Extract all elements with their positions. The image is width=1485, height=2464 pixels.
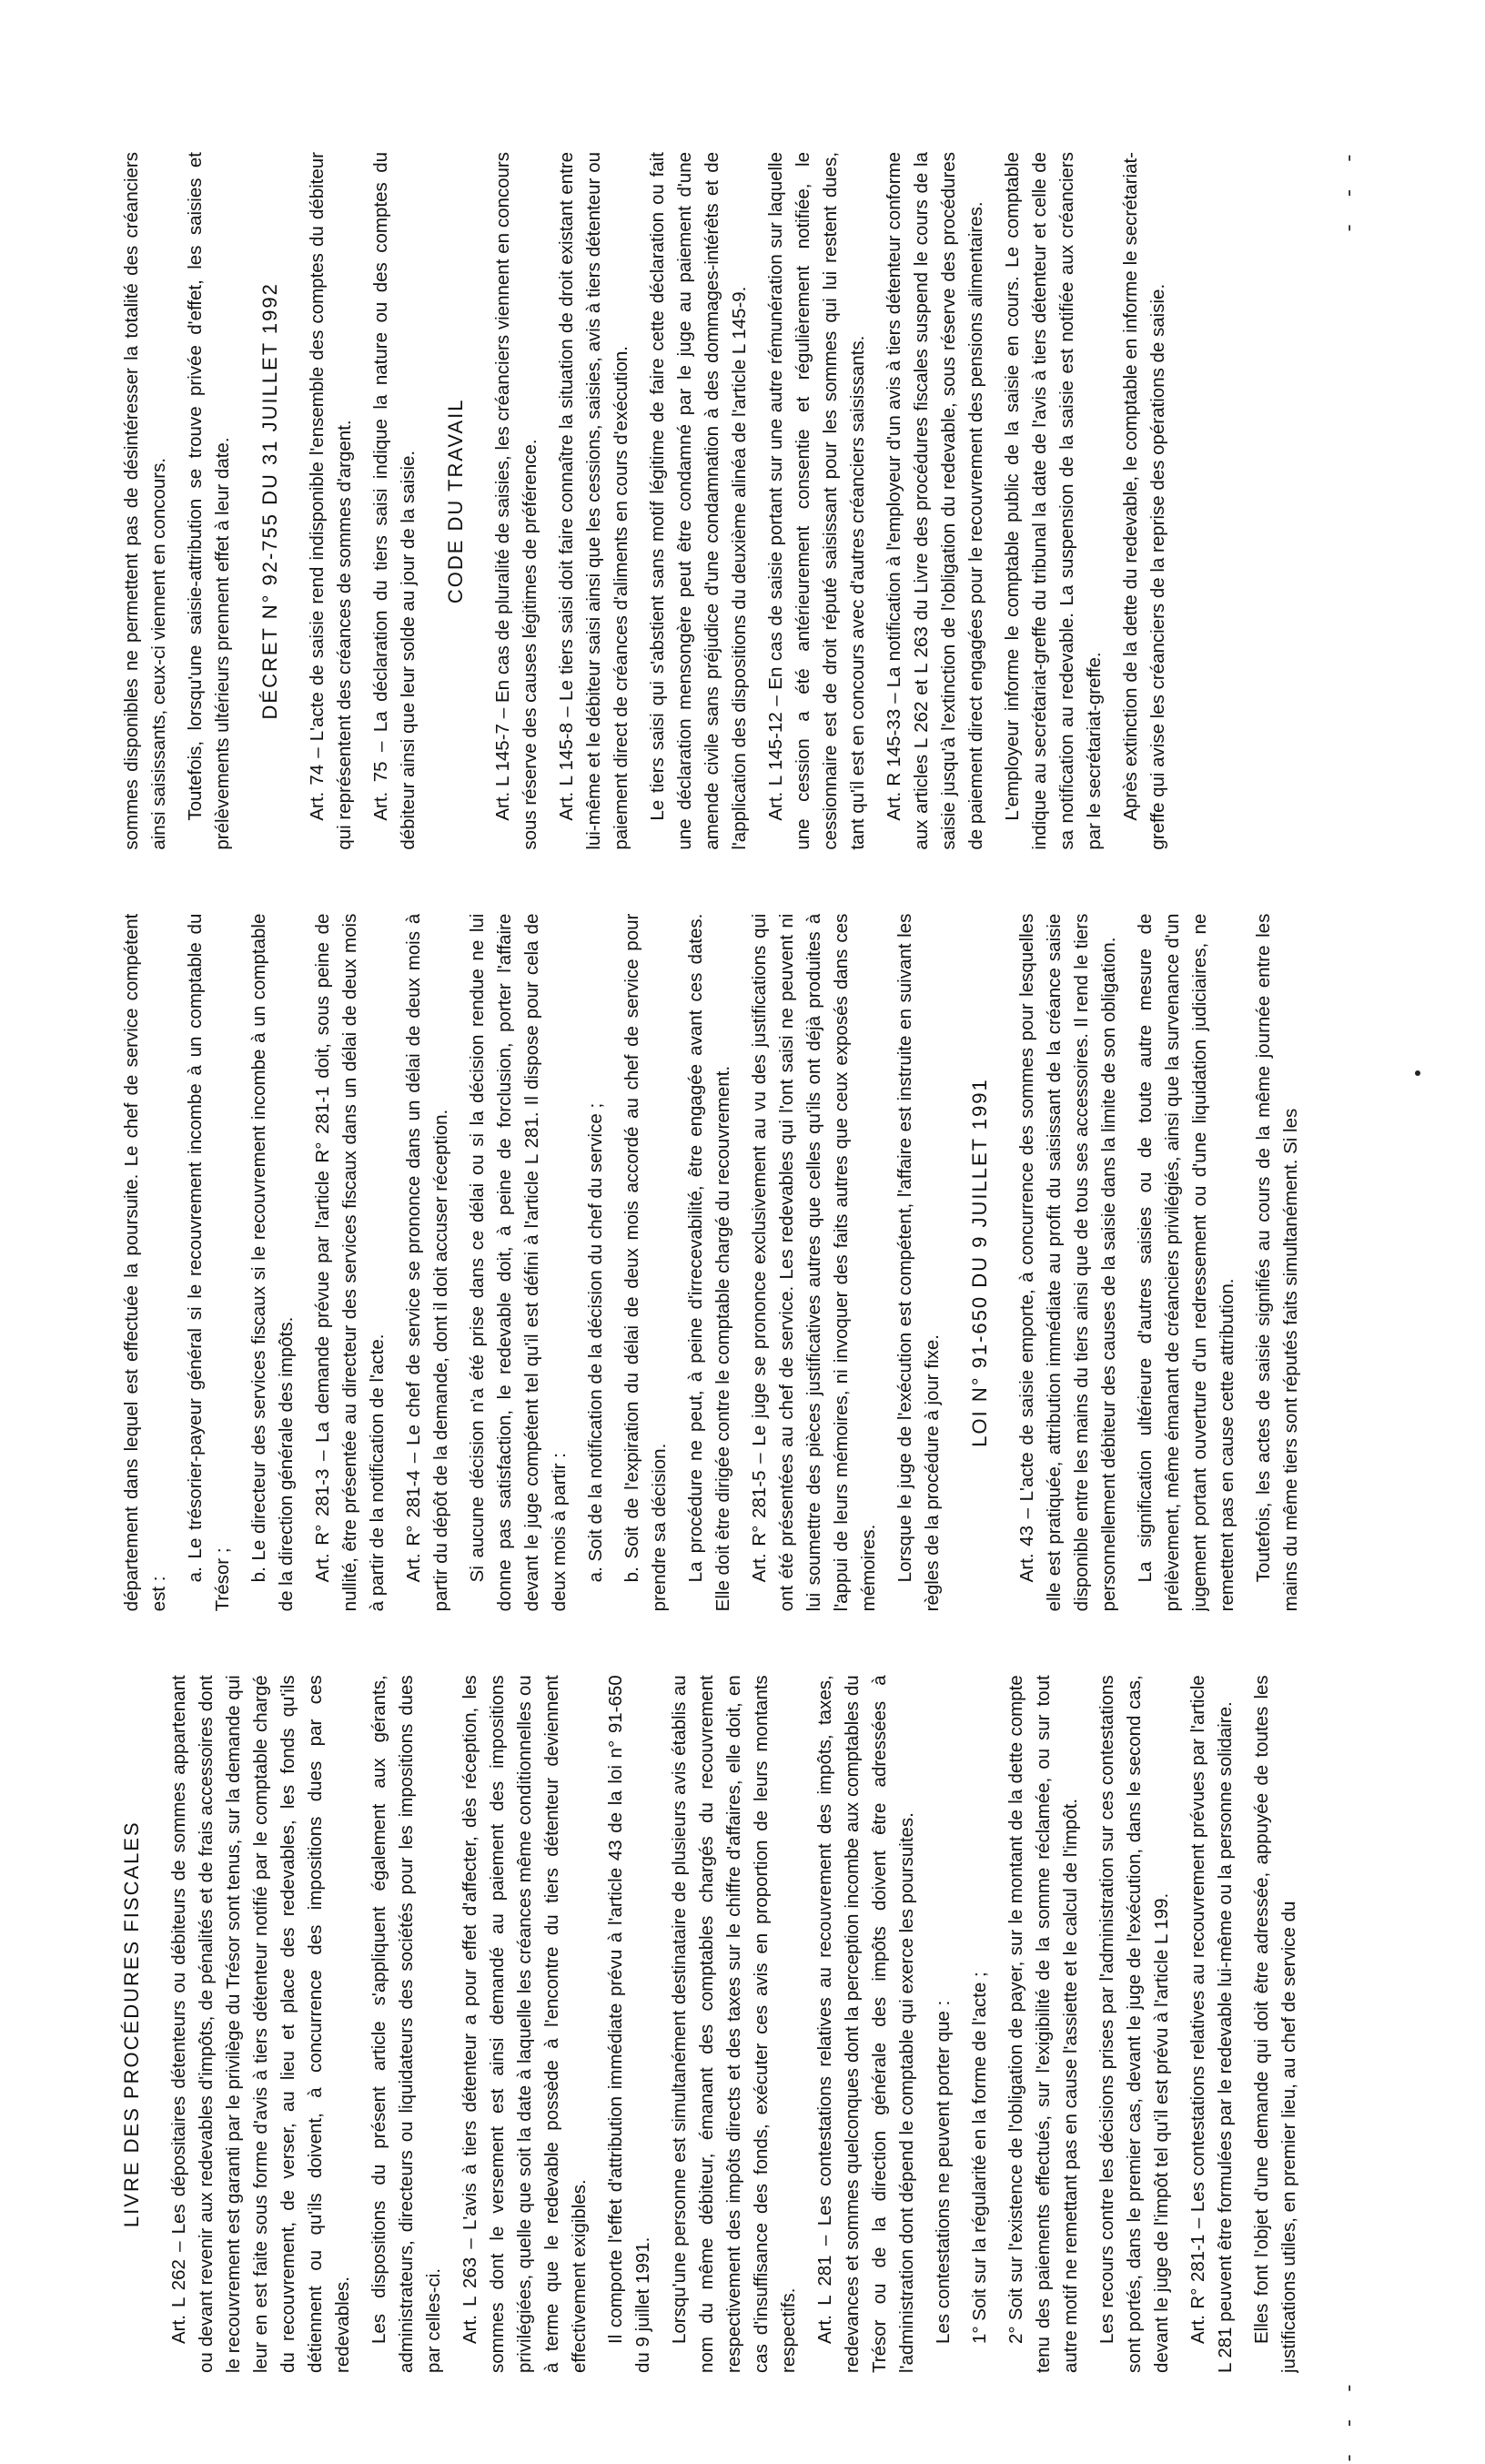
text-columns [118,152,1410,2373]
list-item: a. Soit de la notification de la décision du chef du service ; [585,1102,606,1583]
margin-mark-left: - - - [1339,2376,1361,2464]
margin-dot [1415,1070,1420,1076]
paragraph: Art. L 281 – Les contestations relatives au recouvrement des impôts, taxes, redevances et sommes quelconques dont la perception incombe aux comptables du Trésor ou de la direction générale des impôts doivent être adressées à l'administration dont dépend le comptable qui exerce les poursuites. [814,1675,917,2373]
paragraph: Les contestations ne peuvent porter que : [933,2000,954,2344]
paragraph: Art. L 145-7 – En cas de pluralité de saisies, les créanciers viennent en concours sous réserve des causes légitimes de préférence. [492,151,540,850]
paragraph: département dans lequel est effectuée la poursuite. Le chef de service compétent est : [121,913,169,1612]
heading-decret-92-755: DÉCRET N° 92-755 DU 31 JUILLET 1992 [258,282,281,720]
heading-loi-91-650: LOI N° 91-650 DU 9 JUILLET 1991 [968,1078,991,1447]
paragraph: Les recours contre les décisions prises par l'administration sur ces contestations sont portés, dans le premier cas, devant le juge de l'exécution, dans le second cas, devant le juge de l'impôt tel qu'il est prévu à l'article L 199. [1096,1675,1172,2373]
paragraph: Art. R° 281-1 – Les contestations relatives au recouvrement prévues par l'article L 281 peuvent être formulées par le redevable lui-même ou la personne solidaire. [1187,1675,1236,2373]
paragraph: sommes disponibles ne permettent pas de désintéresser la totalité des créanciers ainsi saisissants, ceux-ci viennent en concours. [121,151,169,850]
paragraph: Art. L 262 – Les dépositaires détenteurs ou débiteurs de sommes appartenant ou devant revenir aux redevables d'impôts, de pénalités et de frais accessoires dont le recouvrement est garanti par le privilège du Trésor sont tenus, sur la demande qui leur en est faite sous forme d'avis à tiers détenteur notifié par le comptable chargé du recouvrement, de verser, au lieu et place des redevables, les fonds qu'ils détiennent ou qu'ils doivent, à concurrence des impositions dues par ces redevables. [168,1675,353,2373]
paragraph: Elles font l'objet d'une demande qui doit être adressée, appuyée de toutes les justifications utiles, en premier lieu, au chef de service du [1251,1675,1299,2373]
paragraph: Art. 74 – L'acte de saisie rend indisponible l'ensemble des comptes du débiteur qui représentent des créances de sommes d'argent. [307,151,355,850]
paragraph: Art. R° 281-3 – La demande prévue par l'article R° 281-1 doit, sous peine de nullité, être présentée au directeur des services fiscaux dans un délai de deux mois à partir de la notification de l'acte. [312,913,388,1612]
list-item: a. Le trésorier-payeur général si le recouvrement incombe à un comptable du Trésor ; [185,913,233,1612]
paragraph: Art. R° 281-4 – Le chef de service se prononce dans un délai de deux mois à partir du dépôt de la demande, dont il doit accuser réception. [403,913,451,1612]
paragraph: Les dispositions du présent article s'appliquent également aux gérants, administrateurs, directeurs ou liquidateurs des sociétés pour les impositions dues par celles-ci. [369,1675,444,2373]
paragraph: Lorsqu'une personne est simultanément destinataire de plusieurs avis établis au nom du même débiteur, émanant des comptables chargés du recouvrement respectivement des impôts directs et des taxes sur le chiffre d'affaires, elle doit, en cas d'insuffisance des fonds, exécuter ces avis en proportion de leurs montants respectifs. [669,1675,799,2373]
paragraph: Art. L 145-12 – En cas de saisie portant sur une autre rémunération sur laquelle une cession a été antérieurement consentie et régulièrement notifiée, le cessionnaire est de droit réputé saisissant pour les sommes qui lui restent dues, tant qu'il est en concours avec d'autres créanciers saisissants. [765,151,868,850]
column-left [118,1675,1410,2373]
paragraph: L'employeur informe le comptable public de la saisie en cours. Le comptable indique au secrétariat-greffe du tribunal la date de l'avis à tiers détenteur et celle de sa notification au redevable. La suspension de la saisie est notifiée aux créanciers par le secrétariat-greffe. [1002,151,1105,850]
paragraph: Après extinction de la dette du redevable, le comptable en informe le secrétariat-greffe qui avise les créanciers de la reprise des opérations de saisie. [1120,151,1168,850]
paragraph: La procédure ne peut, à peine d'irrecevabilité, être engagée avant ces dates. Elle doit être dirigée contre le comptable chargé du recouvrement. [685,913,733,1612]
paragraph: Art. L 145-8 – Le tiers saisi doit faire connaître la situation de droit existant entre lui-même et le débiteur saisi ainsi que les cessions, saisies, avis à tiers détenteur ou paiement direct de créances d'aliments en cours d'exécution. [556,151,631,850]
list-item: 2° Soit sur l'existence de l'obligation de payer, sur le montant de la dette compte tenu des paiements effectués, sur l'exigibilité de la somme réclamée, ou sur tout autre motif ne remettant pas en cause l'assiette et le calcul de l'impôt. [1005,1675,1081,2373]
paragraph: Art. 43 – L'acte de saisie emporte, à concurrence des sommes pour lesquelles elle est pratiquée, attribution immédiate au profit du saisissant de la créance saisie disponible entre les mains du tiers ainsi que de tous ses accessoires. Il rend le tiers personnellement débiteur des causes de la saisie dans la limite de son obligation. [1016,913,1119,1612]
margin-mark-right: - - - [1339,146,1361,234]
paragraph: Art. R 145-33 – La notification à l'employeur d'un avis à tiers détenteur conforme aux articles L 262 et L 263 du Livre des procédures fiscales suspend le cours de la saisie jusqu'à l'extinction de l'obligation du redevable, sous réserve des procédures de paiement direct engagées pour le recouvrement des pensions alimentaires. [884,151,986,850]
paragraph: Toutefois, les actes de saisie signifiés au cours de la même journée entre les mains du même tiers sont réputés faits simultanément. Si les [1253,913,1301,1612]
list-item: b. Le directeur des services fiscaux si le recouvrement incombe à un comptable de la direction générale des impôts. [248,913,297,1612]
paragraph: Il comporte l'effet d'attribution immédiate prévu à l'article 43 de la loi n° 91-650 du 9 juillet 1991. [605,1675,653,2373]
paragraph: La signification ultérieure d'autres saisies ou de toute autre mesure de prélèvement, même émanant de créanciers privilégiés, ainsi que la survenance d'un jugement portant ouverture d'un redressement ou d'une liquidation judiciaires, ne remettent pas en cause cette attribution. [1135,913,1238,1612]
list-item: b. Soit de l'expiration du délai de deux mois accordé au chef de service pour prendre sa décision. [621,913,670,1612]
paragraph: Le tiers saisi qui s'abstient sans motif légitime de faire cette déclaration ou fait une déclaration mensongère peut être condamné par le juge au paiement d'une amende civile sans préjudice d'une condamnation à des dommages-intérêts et de l'application des dispositions du deuxième alinéa de l'article L 145-9. [647,151,750,850]
list-item: 1° Soit sur la régularité en la forme de l'acte ; [969,1972,990,2344]
heading-livre-procedures-fiscales: LIVRE DES PROCÉDURES FISCALES [120,1820,143,2228]
paragraph: Art. R° 281-5 – Le juge se prononce exclusivement au vu des justifications qui ont été présentées au chef de service. Les redevables qui l'ont saisi ne peuvent ni lui soumettre des pièces justificatives autres que celles qu'ils ont déjà produites à l'appui de leurs mémoires, ni invoquer des faits autres que ceux exposés dans ces mémoires. [749,913,879,1612]
column-right [118,152,1410,850]
heading-code-du-travail: CODE DU TRAVAIL [444,398,467,604]
paragraph: Lorsque le juge de l'exécution est compétent, l'affaire est instruite en suivant les règles de la procédure à jour fixe. [894,913,943,1612]
paragraph: Si aucune décision n'a été prise dans ce délai ou si la décision rendue ne lui donne pas satisfaction, le redevable doit, à peine de forclusion, porter l'affaire devant le juge compétent tel qu'il est défini à l'article L 281. Il dispose pour cela de deux mois à partir : [467,913,570,1612]
paragraph: Toutefois, lorsqu'une saisie-attribution se trouve privée d'effet, les saisies et prélèvements ultérieurs prennent effet à leur date. [185,151,233,850]
paragraph: Art. 75 – La déclaration du tiers saisi indique la nature ou des comptes du débiteur ainsi que leur solde au jour de la saisie. [370,151,419,850]
column-middle [118,914,1410,1612]
paragraph: Art. L 263 – L'avis à tiers détenteur a pour effet d'affecter, dès réception, les sommes dont le versement est ainsi demandé au paiement des impositions privilégiées, quelle que soit la date à laquelle les créances même conditionnelles ou à terme que le redevable possède à l'encontre du tiers détenteur deviennent effectivement exigibles. [460,1675,590,2373]
